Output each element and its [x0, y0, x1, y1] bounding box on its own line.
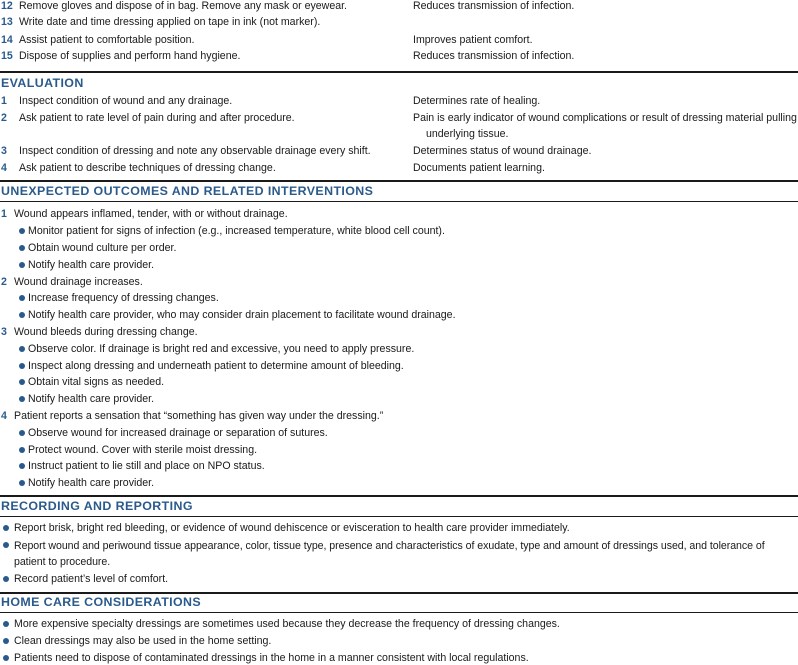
- intervention-text: Notify health care provider.: [28, 259, 155, 271]
- evaluation-heading: EVALUATION: [1, 76, 84, 90]
- intervention-text: Increase frequency of dressing changes.: [28, 292, 219, 304]
- step-number: 14: [1, 34, 13, 46]
- step-action: Remove gloves and dispose of in bag. Remove any mask or eyewear.: [19, 0, 347, 12]
- section-divider: [0, 592, 798, 594]
- step-action: Dispose of supplies and perform hand hygiene.: [19, 50, 241, 62]
- intervention-text: Obtain vital signs as needed.: [28, 376, 165, 388]
- bullet-icon: [19, 295, 25, 301]
- intervention-text: Notify health care provider.: [28, 477, 155, 489]
- recording-text: Report wound and periwound tissue appearance, color, tissue type, presence and characteristics of exudate, type and amount of dressings used, and tolerance of patient to procedure.: [14, 540, 765, 568]
- recording-text: Record patient’s level of comfort.: [14, 573, 169, 585]
- evaluation-action: Inspect condition of wound and any drainage.: [19, 95, 233, 107]
- bullet-icon: [19, 379, 25, 385]
- evaluation-number: 4: [1, 162, 7, 174]
- bullet-icon: [3, 621, 9, 627]
- step-rationale: Reduces transmission of infection.: [413, 50, 575, 62]
- outcome-text: Wound drainage increases.: [14, 276, 143, 288]
- outcome-number: 1: [1, 208, 7, 220]
- section-divider: [0, 612, 798, 613]
- bullet-icon: [19, 228, 25, 234]
- bullet-icon: [3, 542, 9, 548]
- step-rationale: Reduces transmission of infection.: [413, 0, 575, 12]
- section-divider: [0, 180, 798, 182]
- intervention-text: Obtain wound culture per order.: [28, 242, 177, 254]
- bullet-icon: [3, 638, 9, 644]
- bullet-icon: [19, 312, 25, 318]
- recording-text: Report brisk, bright red bleeding, or evidence of wound dehiscence or evisceration to health care provider immediately.: [14, 522, 570, 534]
- step-number: 13: [1, 16, 13, 28]
- evaluation-rationale: Documents patient learning.: [413, 162, 545, 174]
- bullet-icon: [3, 525, 9, 531]
- bullet-icon: [19, 363, 25, 369]
- evaluation-number: 2: [1, 112, 7, 124]
- outcome-number: 2: [1, 276, 7, 288]
- intervention-text: Notify health care provider.: [28, 393, 155, 405]
- intervention-text: Notify health care provider, who may consider drain placement to facilitate wound drainage.: [28, 309, 456, 321]
- outcome-text: Wound appears inflamed, tender, with or without drainage.: [14, 208, 288, 220]
- bullet-icon: [19, 262, 25, 268]
- step-rationale: Improves patient comfort.: [413, 34, 533, 46]
- bullet-icon: [19, 480, 25, 486]
- evaluation-rationale-cont: underlying tissue.: [426, 128, 509, 140]
- section-divider: [0, 201, 798, 202]
- step-action: Write date and time dressing applied on tape in ink (not marker).: [19, 16, 321, 28]
- evaluation-action: Ask patient to rate level of pain during and after procedure.: [19, 112, 295, 124]
- outcome-text: Wound bleeds during dressing change.: [14, 326, 198, 338]
- bullet-icon: [19, 346, 25, 352]
- bullet-icon: [19, 430, 25, 436]
- evaluation-action: Ask patient to describe techniques of dressing change.: [19, 162, 276, 174]
- intervention-text: Monitor patient for signs of infection (e.g., increased temperature, white blood cell count).: [28, 225, 445, 237]
- intervention-text: Observe color. If drainage is bright red and excessive, you need to apply pressure.: [28, 343, 415, 355]
- homecare-text: Patients need to dispose of contaminated dressings in the home in a manner consistent with local regulations.: [14, 652, 529, 664]
- homecare-heading: HOME CARE CONSIDERATIONS: [1, 595, 202, 609]
- homecare-text: More expensive specialty dressings are sometimes used because they decrease the frequency of dressing changes.: [14, 618, 560, 630]
- outcomes-heading: UNEXPECTED OUTCOMES AND RELATED INTERVENTIONS: [1, 184, 374, 198]
- intervention-text: Protect wound. Cover with sterile moist dressing.: [28, 444, 258, 456]
- section-divider: [0, 71, 798, 73]
- bullet-icon: [3, 576, 9, 582]
- outcome-text: Patient reports a sensation that “something has given way under the dressing.”: [14, 410, 384, 422]
- section-divider: [0, 516, 798, 517]
- recording-item: [0, 538, 798, 572]
- intervention-text: Inspect along dressing and underneath patient to determine amount of bleeding.: [28, 360, 404, 372]
- step-action: Assist patient to comfortable position.: [19, 34, 195, 46]
- bullet-icon: [19, 396, 25, 402]
- evaluation-number: 1: [1, 95, 7, 107]
- outcome-number: 3: [1, 326, 7, 338]
- evaluation-action: Inspect condition of dressing and note any observable drainage every shift.: [19, 145, 371, 157]
- section-divider: [0, 495, 798, 497]
- bullet-icon: [19, 447, 25, 453]
- homecare-text: Clean dressings may also be used in the home setting.: [14, 635, 272, 647]
- evaluation-rationale: Pain is early indicator of wound complications or result of dressing material pulling: [413, 112, 797, 124]
- intervention-text: Instruct patient to lie still and place on NPO status.: [28, 460, 265, 472]
- evaluation-number: 3: [1, 145, 7, 157]
- intervention-text: Observe wound for increased drainage or separation of sutures.: [28, 427, 328, 439]
- evaluation-rationale: Determines rate of healing.: [413, 95, 541, 107]
- step-number: 12: [1, 0, 13, 12]
- recording-heading: RECORDING AND REPORTING: [1, 499, 193, 513]
- bullet-icon: [3, 655, 9, 661]
- evaluation-rationale: Determines status of wound drainage.: [413, 145, 592, 157]
- step-number: 15: [1, 50, 13, 62]
- bullet-icon: [19, 245, 25, 251]
- outcome-number: 4: [1, 410, 7, 422]
- bullet-icon: [19, 463, 25, 469]
